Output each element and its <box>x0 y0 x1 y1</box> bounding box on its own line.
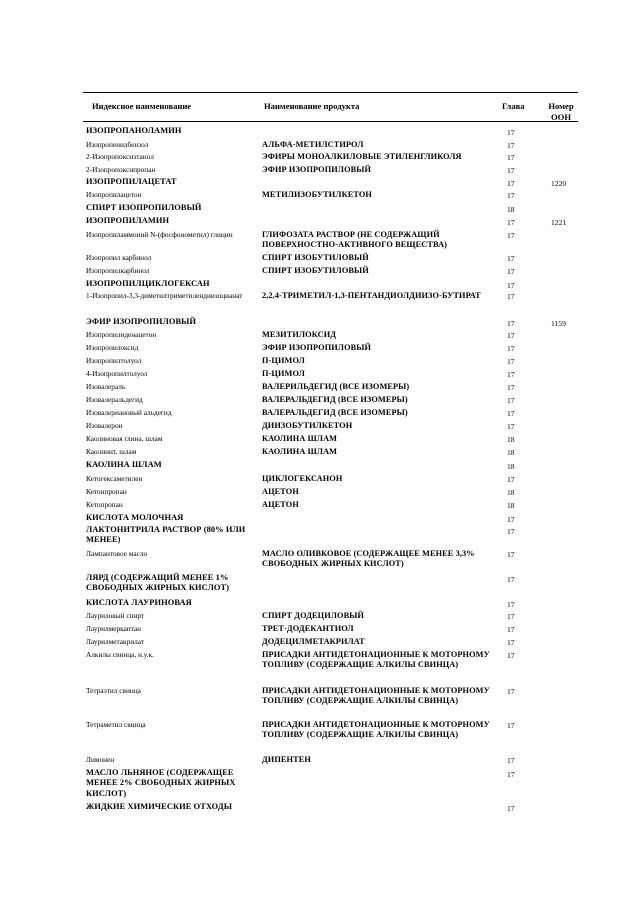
chapter-cell: 17 <box>507 218 515 227</box>
product-name-cell: СПИРТ ИЗОБУТИЛОВЫЙ <box>262 266 369 275</box>
chapter-cell: 17 <box>507 409 515 418</box>
chapter-cell: 17 <box>507 231 515 240</box>
product-name-cell: ДОДЕЦИЛМЕТАКРИЛАТ <box>262 637 365 646</box>
index-name-cell: Изопропилиденацетон <box>86 330 157 339</box>
chapter-cell: 17 <box>507 281 515 290</box>
chapter-cell: 17 <box>507 575 515 584</box>
index-name-cell: Изовалерон <box>86 421 123 430</box>
header-product-name: Наименование продукта <box>264 101 360 111</box>
chapter-cell: 18 <box>507 448 515 457</box>
index-name-cell: Лимонен <box>86 755 115 764</box>
chapter-cell: 18 <box>507 435 515 444</box>
product-name-cell: ЭФИРЫ МОНОАЛКИЛОВЫЕ ЭТИЛЕНГЛИКОЛЯ <box>262 152 462 161</box>
chapter-cell: 17 <box>507 770 515 779</box>
chapter-cell: 17 <box>507 292 515 301</box>
chapter-cell: 17 <box>507 166 515 175</box>
chapter-cell: 17 <box>507 550 515 559</box>
index-name-cell: Изопропиламмоний N-(фосфонометил) глицин <box>86 230 233 239</box>
chapter-cell: 17 <box>507 153 515 162</box>
product-name-cell: П-ЦИМОЛ <box>262 369 305 378</box>
chapter-cell: 17 <box>507 804 515 813</box>
index-name-cell: ЭФИР ИЗОПРОПИЛОВЫЙ <box>86 317 197 326</box>
index-name-cell: 1-Изопропил-3,3-диметилтриметилендиизоцианат <box>86 291 243 300</box>
index-name-cell: Лауриловый спирт <box>86 611 145 620</box>
chapter-cell: 17 <box>507 625 515 634</box>
chapter-cell: 17 <box>507 612 515 621</box>
index-name-cell: Лаурилмеркаптан <box>86 624 142 633</box>
index-name-cell: Изопропил карбинол <box>86 253 152 262</box>
index-name-cell: Лампантовое масло <box>86 549 148 558</box>
chapter-cell: 17 <box>507 370 515 379</box>
product-name-cell: ГЛИФОЗАТА РАСТВОР (НЕ СОДЕРЖАЩИЙ ПОВЕРХНОСТНО-АКТИВНОГО ВЕЩЕСТВА) <box>262 230 448 250</box>
index-name-cell: ИЗОПРОПАНОЛАМИН <box>86 126 182 135</box>
index-name-cell: Изовалераль <box>86 382 126 391</box>
product-name-cell: ВАЛЕРИЛЬДЕГИД (ВСЕ ИЗОМЕРЫ) <box>262 382 410 391</box>
index-name-cell: Изопропилкарбинол <box>86 266 150 275</box>
index-name-cell: Изовалеральдегид <box>86 395 143 404</box>
product-name-cell: СПИРТ ДОДЕЦИЛОВЫЙ <box>262 611 365 620</box>
product-name-cell: ДИПЕНТЕН <box>262 755 311 764</box>
product-name-cell: СПИРТ ИЗОБУТИЛОВЫЙ <box>262 253 369 262</box>
product-name-cell: ТРЕТ-ДОДЕКАНТИОЛ <box>262 624 354 633</box>
chapter-cell: 18 <box>507 462 515 471</box>
index-name-cell: 4-Изопропилтолуол <box>86 369 148 378</box>
chapter-cell: 17 <box>507 721 515 730</box>
index-name-cell: ЛЯРД (СОДЕРЖАЩИЙ МЕНЕЕ 1% СВОБОДНЫХ ЖИРНЫХ КИСЛОТ) <box>86 573 230 593</box>
chapter-cell: 17 <box>507 687 515 696</box>
chapter-cell: 18 <box>507 205 515 214</box>
chapter-cell: 17 <box>507 331 515 340</box>
index-name-cell: Изопропилоксид <box>86 343 139 352</box>
index-name-cell: Изопропилацетон <box>86 190 142 199</box>
product-name-cell: КАОЛИНА ШЛАМ <box>262 434 338 443</box>
index-name-cell: ЖИДКИЕ ХИМИЧЕСКИЕ ОТХОДЫ <box>86 802 233 811</box>
chapter-cell: 17 <box>507 475 515 484</box>
index-name-cell: КАОЛИНА ШЛАМ <box>86 460 162 469</box>
index-name-cell: Каолиновая глина, шлам <box>86 434 163 443</box>
product-name-cell: ДИИЗОБУТИЛКЕТОН <box>262 421 353 430</box>
chapter-cell: 17 <box>507 396 515 405</box>
product-name-cell: АЛЬФА-МЕТИЛСТИРОЛ <box>262 140 364 149</box>
table-top-rule <box>83 92 578 93</box>
chapter-cell: 17 <box>507 128 515 137</box>
product-name-cell: ПРИСАДКИ АНТИДЕТОНАЦИОННЫЕ К МОТОРНОМУ ТОПЛИВУ (СОДЕРЖАЩИЕ АЛКИЛЫ СВИНЦА) <box>262 650 490 670</box>
chapter-cell: 17 <box>507 383 515 392</box>
index-name-cell: ИЗОПРОПИЛАЦЕТАТ <box>86 177 177 186</box>
product-name-cell: П-ЦИМОЛ <box>262 356 305 365</box>
index-name-cell: Кетогексаметилен <box>86 474 143 483</box>
header-un-number: Номер ООН <box>548 101 574 122</box>
product-name-cell: ЭФИР ИЗОПРОПИЛОВЫЙ <box>262 343 372 352</box>
product-name-cell: ПРИСАДКИ АНТИДЕТОНАЦИОННЫЕ К МОТОРНОМУ ТОПЛИВУ (СОДЕРЖАЩИЕ АЛКИЛЫ СВИНЦА) <box>262 720 490 740</box>
chapter-cell: 17 <box>507 600 515 609</box>
chapter-cell: 17 <box>507 756 515 765</box>
chapter-cell: 17 <box>507 319 515 328</box>
index-name-cell: Кетопропан <box>86 500 123 509</box>
chapter-cell: 18 <box>507 488 515 497</box>
index-name-cell: Тетраэтил свинца <box>86 686 141 695</box>
index-name-cell: СПИРТ ИЗОПРОПИЛОВЫЙ <box>86 203 202 212</box>
index-name-cell: Алкилы свинца, н.у.к. <box>86 650 154 659</box>
un-number-cell: 1159 <box>551 319 566 328</box>
product-name-cell: АЦЕТОН <box>262 500 299 509</box>
product-name-cell: 2,2,4-ТРИМЕТИЛ-1,3-ПЕНТАНДИОЛДИИЗО-БУТИРАТ <box>262 291 481 300</box>
header-index-name: Индексное наименование <box>92 101 192 111</box>
index-name-cell: Изопропилтолуол <box>86 356 142 365</box>
product-name-cell: ЭФИР ИЗОПРОПИЛОВЫЙ <box>262 165 372 174</box>
product-name-cell: ЦИКЛОГЕКСАНОН <box>262 474 343 483</box>
chapter-cell: 17 <box>507 422 515 431</box>
index-name-cell: Кетонпропан <box>86 487 127 496</box>
product-name-cell: ВАЛЕРАЛЬДЕГИД (ВСЕ ИЗОМЕРЫ) <box>262 408 408 417</box>
product-name-cell: МЕЗИТИЛОКСИД <box>262 330 337 339</box>
index-name-cell: МАСЛО ЛЬНЯНОЕ (СОДЕРЖАЩЕЕ МЕНЕЕ 2% СВОБОДНЫХ ЖИРНЫХ КИСЛОТ) <box>86 768 236 798</box>
chapter-cell: 17 <box>507 651 515 660</box>
index-name-cell: 2-Изопропоксипропан <box>86 165 156 174</box>
header-chapter: Глава <box>502 101 525 111</box>
product-name-cell: ПРИСАДКИ АНТИДЕТОНАЦИОННЫЕ К МОТОРНОМУ ТОПЛИВУ (СОДЕРЖАЩИЕ АЛКИЛЫ СВИНЦА) <box>262 686 490 706</box>
index-name-cell: КИСЛОТА МОЛОЧНАЯ <box>86 513 184 522</box>
product-name-cell: КАОЛИНА ШЛАМ <box>262 447 338 456</box>
chapter-cell: 17 <box>507 191 515 200</box>
index-name-cell: КИСЛОТА ЛАУРИНОВАЯ <box>86 598 192 607</box>
index-name-cell: ЛАКТОНИТРИЛА РАСТВОР (80% ИЛИ МЕНЕЕ) <box>86 525 246 545</box>
un-number-cell: 1220 <box>551 179 567 188</box>
index-name-cell: Тетраметил свинца <box>86 720 146 729</box>
chapter-cell: 17 <box>507 527 515 536</box>
un-number-cell: 1221 <box>551 218 567 227</box>
chapter-cell: 17 <box>507 179 515 188</box>
product-name-cell: МЕТИЛИЗОБУТИЛКЕТОН <box>262 190 372 199</box>
product-name-cell: ВАЛЕРАЛЬДЕГИД (ВСЕ ИЗОМЕРЫ) <box>262 395 408 404</box>
index-name-cell: Лаурилметакрилат <box>86 637 145 646</box>
table-header-rule <box>83 121 578 122</box>
product-name-cell: МАСЛО ОЛИВКОВОЕ (СОДЕРЖАЩЕЕ МЕНЕЕ 3,3% СВОБОДНЫХ ЖИРНЫХ КИСЛОТ) <box>262 549 475 569</box>
index-name-cell: 2-Изопропоксиэтанол <box>86 152 154 161</box>
chapter-cell: 17 <box>507 344 515 353</box>
chapter-cell: 18 <box>507 501 515 510</box>
product-name-cell: АЦЕТОН <box>262 487 299 496</box>
index-name-cell: Изовалериановый альдегид <box>86 408 172 417</box>
index-name-cell: ИЗОПРОПИЛАМИН <box>86 216 170 225</box>
index-name-cell: Каолинит, шлам <box>86 447 137 456</box>
index-name-cell: ИЗОПРОПИЛЦИКЛОГЕКСАН <box>86 279 210 288</box>
chapter-cell: 17 <box>507 515 515 524</box>
index-name-cell: Изопропенилбензол <box>86 140 149 149</box>
chapter-cell: 17 <box>507 141 515 150</box>
chapter-cell: 17 <box>507 357 515 366</box>
chapter-cell: 17 <box>507 267 515 276</box>
chapter-cell: 17 <box>507 638 515 647</box>
chapter-cell: 17 <box>507 254 515 263</box>
